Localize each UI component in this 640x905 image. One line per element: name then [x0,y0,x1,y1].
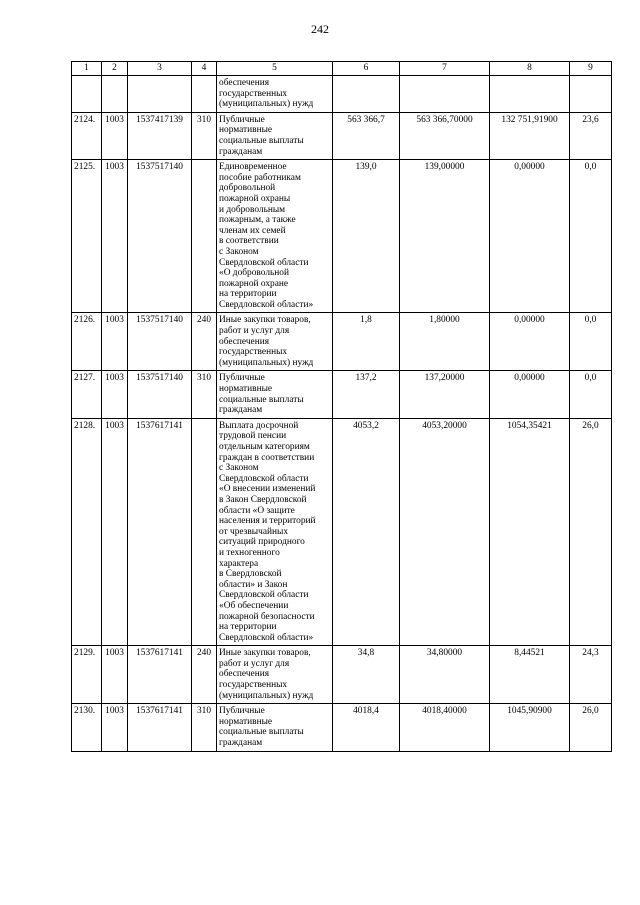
percent-col-9: 0,0 [570,371,612,418]
section-code: 1003 [102,112,128,159]
row-number: 2124. [72,112,102,159]
item-name: Иные закупки товаров, работ и услуг для обеспечения государственных (муниципальных) нужд [217,646,333,704]
page-number: 242 [311,22,329,36]
value-col-8: 1045,90900 [490,704,570,751]
table-row [72,371,612,418]
section-code: 1003 [102,371,128,418]
value-col-6: 4053,2 [333,418,400,645]
header-cell-4: 4 [192,62,217,76]
item-name: Иные закупки товаров, работ и услуг для обеспечения государственных (муниципальных) нужд [217,313,333,371]
section-code: 1003 [102,313,128,371]
value-col-7: 563 366,70000 [400,112,490,159]
percent-col-9: 0,0 [570,313,612,371]
percent-col-9: 23,6 [570,112,612,159]
row-number [72,76,102,113]
value-col-6: 563 366,7 [333,112,400,159]
table-row [72,160,612,313]
item-name: Единовременное пособие работникам добровольной пожарной охраны и добровольным пожарным, а также членам их семей в соответствии с Законом Свердловской области «О добровольной пожарной охране на территории Свердловской области» [217,160,333,313]
percent-col-9: 26,0 [570,418,612,645]
percent-col-9: 24,3 [570,646,612,704]
value-col-7: 34,80000 [400,646,490,704]
value-col-8: 0,00000 [490,313,570,371]
expense-type-code: 240 [192,313,217,371]
section-code: 1003 [102,704,128,751]
percent-col-9: 26,0 [570,704,612,751]
table-body [72,76,612,752]
table-row [72,418,612,645]
value-col-7: 139,00000 [400,160,490,313]
header-cell-9: 9 [570,62,612,76]
expense-type-code: 310 [192,112,217,159]
value-col-8: 0,00000 [490,160,570,313]
section-code [102,76,128,113]
row-number: 2125. [72,160,102,313]
value-col-6: 34,8 [333,646,400,704]
section-code: 1003 [102,418,128,645]
table-row [72,313,612,371]
header-cell-2: 2 [102,62,128,76]
target-article-code: 1537617141 [128,646,192,704]
expense-type-code [192,76,217,113]
target-article-code: 1537617141 [128,704,192,751]
value-col-8: 1054,35421 [490,418,570,645]
value-col-8 [490,76,570,113]
value-col-7: 4053,20000 [400,418,490,645]
target-article-code: 1537617141 [128,418,192,645]
value-col-6 [333,76,400,113]
header-cell-7: 7 [400,62,490,76]
value-col-6: 137,2 [333,371,400,418]
table-row [72,76,612,113]
value-col-8: 8,44521 [490,646,570,704]
header-cell-8: 8 [490,62,570,76]
value-col-6: 139,0 [333,160,400,313]
value-col-7 [400,76,490,113]
row-number: 2127. [72,371,102,418]
value-col-8: 0,00000 [490,371,570,418]
row-number: 2129. [72,646,102,704]
target-article-code: 1537417139 [128,112,192,159]
table-row [72,704,612,751]
item-name: обеспечения государственных (муниципальных) нужд [217,76,333,113]
expense-type-code [192,418,217,645]
row-number: 2130. [72,704,102,751]
expense-type-code: 240 [192,646,217,704]
expense-type-code: 310 [192,704,217,751]
value-col-6: 4018,4 [333,704,400,751]
header-row [72,62,612,76]
header-cell-3: 3 [128,62,192,76]
table-row [72,112,612,159]
item-name: Публичные нормативные социальные выплаты гражданам [217,371,333,418]
header-cell-5: 5 [217,62,333,76]
row-number: 2128. [72,418,102,645]
table-header [72,62,612,76]
percent-col-9 [570,76,612,113]
row-number: 2126. [72,313,102,371]
target-article-code: 1537517140 [128,313,192,371]
header-cell-6: 6 [333,62,400,76]
header-cell-1: 1 [72,62,102,76]
target-article-code: 1537517140 [128,160,192,313]
budget-table [71,61,612,752]
value-col-7: 4018,40000 [400,704,490,751]
item-name: Публичные нормативные социальные выплаты гражданам [217,112,333,159]
target-article-code: 1537517140 [128,371,192,418]
value-col-6: 1,8 [333,313,400,371]
item-name: Публичные нормативные социальные выплаты гражданам [217,704,333,751]
value-col-7: 137,20000 [400,371,490,418]
section-code: 1003 [102,160,128,313]
expense-type-code [192,160,217,313]
expense-type-code: 310 [192,371,217,418]
section-code: 1003 [102,646,128,704]
item-name: Выплата досрочной трудовой пенсии отдельным категориям граждан в соответствии с Законом Свердловской области «О внесении изменений в Закон Свердловской области «О защите населения и территорий от чрезвычайных ситуаций природного и техногенного характера в Свердловской области» и Закон Свердловской области «Об обеспечении пожарной безопасности на территории Свердловской области» [217,418,333,645]
percent-col-9: 0,0 [570,160,612,313]
target-article-code [128,76,192,113]
value-col-7: 1,80000 [400,313,490,371]
table-row [72,646,612,704]
value-col-8: 132 751,91900 [490,112,570,159]
